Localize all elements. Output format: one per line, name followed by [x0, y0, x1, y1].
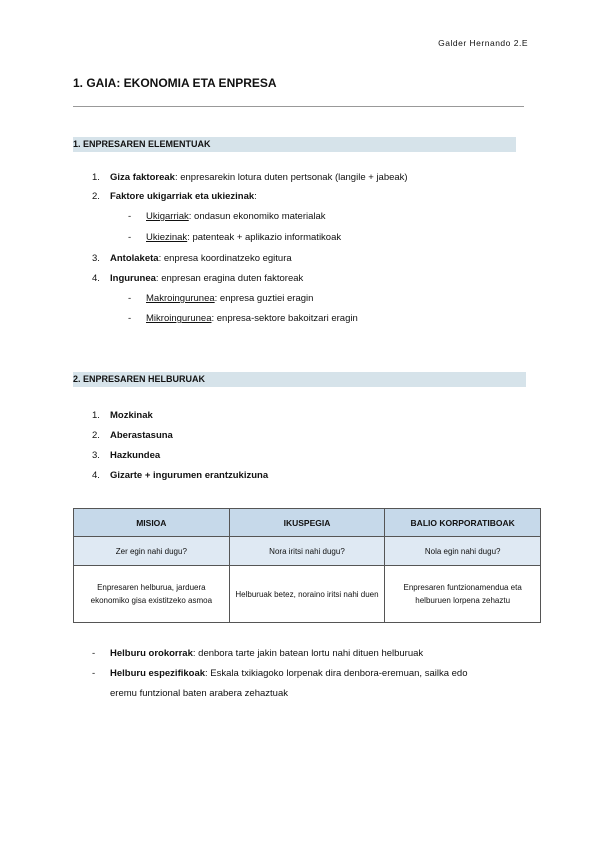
sub-list-item: Makroingurunea: enpresa guztiei eragin	[146, 293, 314, 304]
dash-marker: -	[128, 232, 132, 243]
mission-vision-values-table	[73, 508, 541, 623]
table-header: IKUSPEGIA	[229, 509, 385, 537]
table-cell: Enpresaren funtzionamendua eta helburuen lorpena zehaztu	[385, 566, 541, 623]
list-item: Gizarte + ingurumen erantzukizuna	[110, 470, 269, 481]
list-number: 3.	[92, 450, 100, 461]
table-cell: Zer egin nahi dugu?	[74, 537, 230, 566]
list-number: 1.	[92, 410, 100, 421]
table-cell: Nora iritsi nahi dugu?	[229, 537, 385, 566]
table-cell: Nola egin nahi dugu?	[385, 537, 541, 566]
bullet-item: Helburu espezifikoak: Eskala txikiagoko lorpenak dira denbora-eremuan, sailka edo	[110, 668, 468, 679]
sub-list-item: Ukigarriak: ondasun ekonomiko materialak	[146, 211, 326, 222]
list-number: 2.	[92, 191, 100, 202]
bullet-continuation: eremu funtzional baten arabera zehaztuak	[110, 688, 288, 699]
dash-marker: -	[92, 648, 96, 659]
list-item: Mozkinak	[110, 410, 153, 421]
list-item: Giza faktoreak: enpresarekin lotura duten pertsonak (langile + jabeak)	[110, 172, 408, 183]
section-heading-helburuak: 2. ENPRESAREN HELBURUAK	[73, 372, 526, 387]
sub-list-item: Mikroingurunea: enpresa-sektore bakoitzari eragin	[146, 313, 358, 324]
dash-marker: -	[128, 293, 132, 304]
list-item: Hazkundea	[110, 450, 161, 461]
dash-marker: -	[92, 668, 96, 679]
list-number: 1.	[92, 172, 100, 183]
sub-list-item: Ukiezinak: patenteak + aplikazio informatikoak	[146, 232, 342, 243]
list-item: Aberastasuna	[110, 430, 173, 441]
list-number: 4.	[92, 470, 100, 481]
list-number: 2.	[92, 430, 100, 441]
table-cell: Enpresaren helburua, jarduera ekonomiko gisa existitzeko asmoa	[74, 566, 230, 623]
title-divider	[73, 106, 524, 107]
table-cell: Helburuak betez, noraino iritsi nahi duen	[229, 566, 385, 623]
table-header: MISIOA	[74, 509, 230, 537]
dash-marker: -	[128, 211, 132, 222]
page-title: 1. GAIA: EKONOMIA ETA ENPRESA	[73, 76, 277, 90]
list-number: 3.	[92, 253, 100, 264]
list-item: Ingurunea: enpresan eragina duten faktoreak	[110, 273, 304, 284]
section-heading-elementuak: 1. ENPRESAREN ELEMENTUAK	[73, 137, 516, 152]
list-item: Antolaketa: enpresa koordinatzeko egitura	[110, 253, 292, 264]
bullet-item: Helburu orokorrak: denbora tarte jakin batean lortu nahi dituen helburuak	[110, 648, 424, 659]
table-header: BALIO KORPORATIBOAK	[385, 509, 541, 537]
author-name: Galder Hernando 2.E	[438, 38, 528, 48]
dash-marker: -	[128, 313, 132, 324]
list-number: 4.	[92, 273, 100, 284]
list-item: Faktore ukigarriak eta ukiezinak:	[110, 191, 257, 202]
